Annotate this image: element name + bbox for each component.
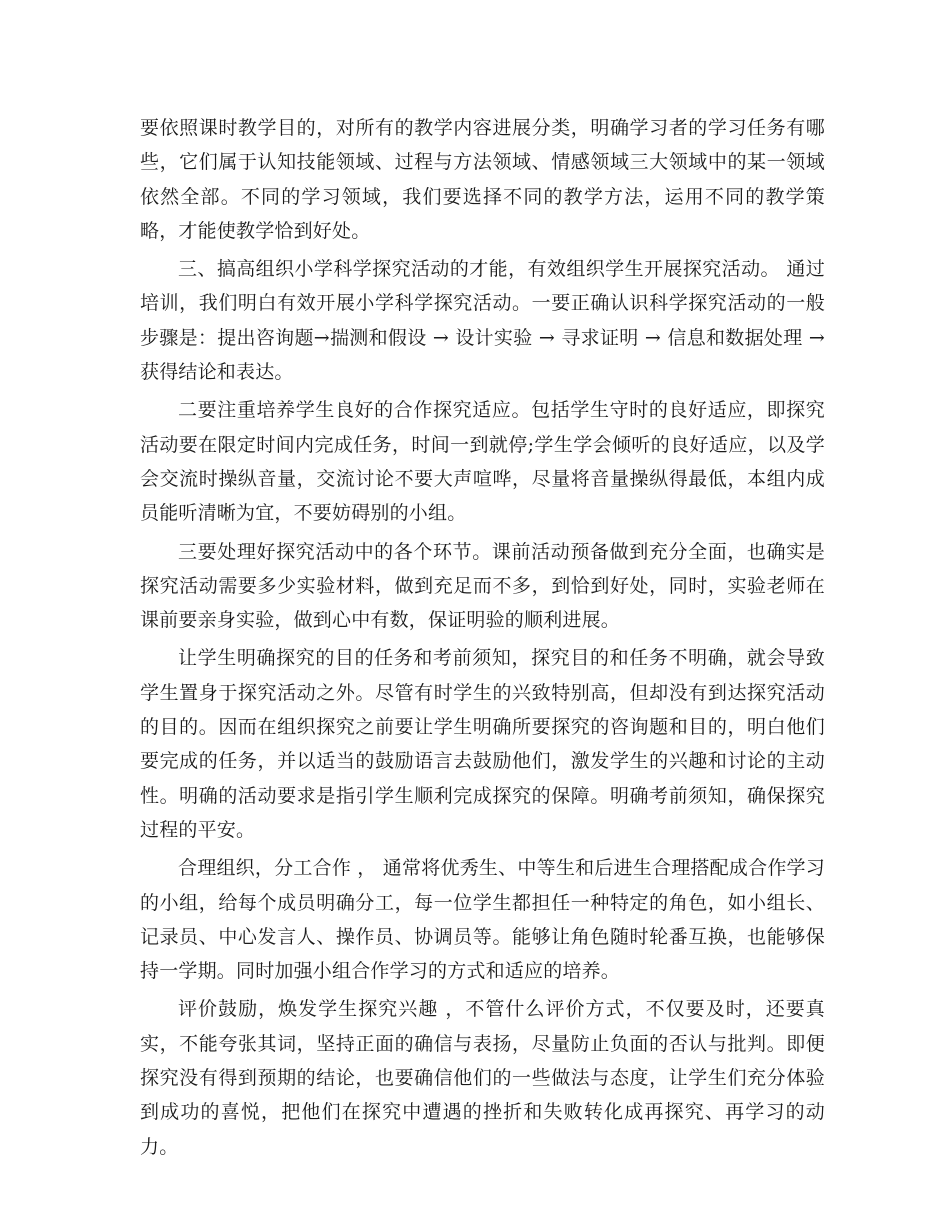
paragraph-clear-goals: 让学生明确探究的目的任务和考前须知，探究目的和任务不明确，就会导致学生置身于探究活动之外。尽管有时学生的兴致特别高，但却没有到达探究活动的目的。因而在组织探究之前要让学生明确所要探究的咨询题和目的，明白他们要完成的任务，并以适当的鼓励语言去鼓励他们，激发学生的兴趣和讨论的主动性。明确的活动要求是指引学生顺利完成探究的保障。明确考前须知，确保探究过程的平安。 [140,647,825,841]
paragraph-group-organization: 合理组织，分工合作 ， 通常将优秀生、中等生和后进生合理搭配成合作学习的小组，给每个成员明确分工，每一位学生都担任一种特定的角色，如小组长、记录员、中心发言人、操作员、协调员等。能够让角色随时轮番互换，也能够保持一学期。同时加强小组合作学习的方式和适应的培养。 [140,857,825,983]
paragraph-cooperation-habits: 二要注重培养学生良好的合作探究适应。包括学生守时的良好适应，即探究活动要在限定时间内完成任务，时间一到就停;学生学会倾听的良好适应，以及学会交流时操纵音量，交流讨论不要大声喧哗，尽量将音量操纵得最低，本组内成员能听清晰为宜，不要妨碍别的小组。 [140,399,825,525]
paragraph-section-three: 三、搞高组织小学科学探究活动的才能，有效组织学生开展探究活动。 通过培训，我们明白有效开展小学科学探究活动。一要正确认识科学探究活动的一般步骤是：提出咨询题→揣测和假设 → 设计实验 → 寻求证明 → 信息和数据处理 → 获得结论和表达。 [140,258,825,384]
paragraph-evaluation: 评价鼓励，焕发学生探究兴趣 ，不管什么评价方式，不仅要及时，还要真实，不能夸张其词，坚持正面的确信与表扬，尽量防止负面的否认与批判。即便探究没有得到预期的结论，也要确信他们的一些做法与态度，让学生们充分体验到成功的喜悦，把他们在探究中遭遇的挫折和失败转化成再探究、再学习的动力。 [140,998,825,1158]
document-body [140,111,825,1168]
paragraph-continuation: 要依照课时教学目的，对所有的教学内容进展分类，明确学习者的学习任务有哪些，它们属于认知技能领域、过程与方法领域、情感领域三大领域中的某一领域依然全部。不同的学习领域，我们要选择不同的教学方法，运用不同的教学策略，才能使教学恰到好处。 [140,117,825,242]
paragraph-activity-steps: 三要处理好探究活动中的各个环节。课前活动预备做到充分全面，也确实是探究活动需要多少实验材料，做到充足而不多，到恰到好处，同时，实验老师在课前要亲身实验，做到心中有数，保证明验的顺利进展。 [140,540,825,632]
